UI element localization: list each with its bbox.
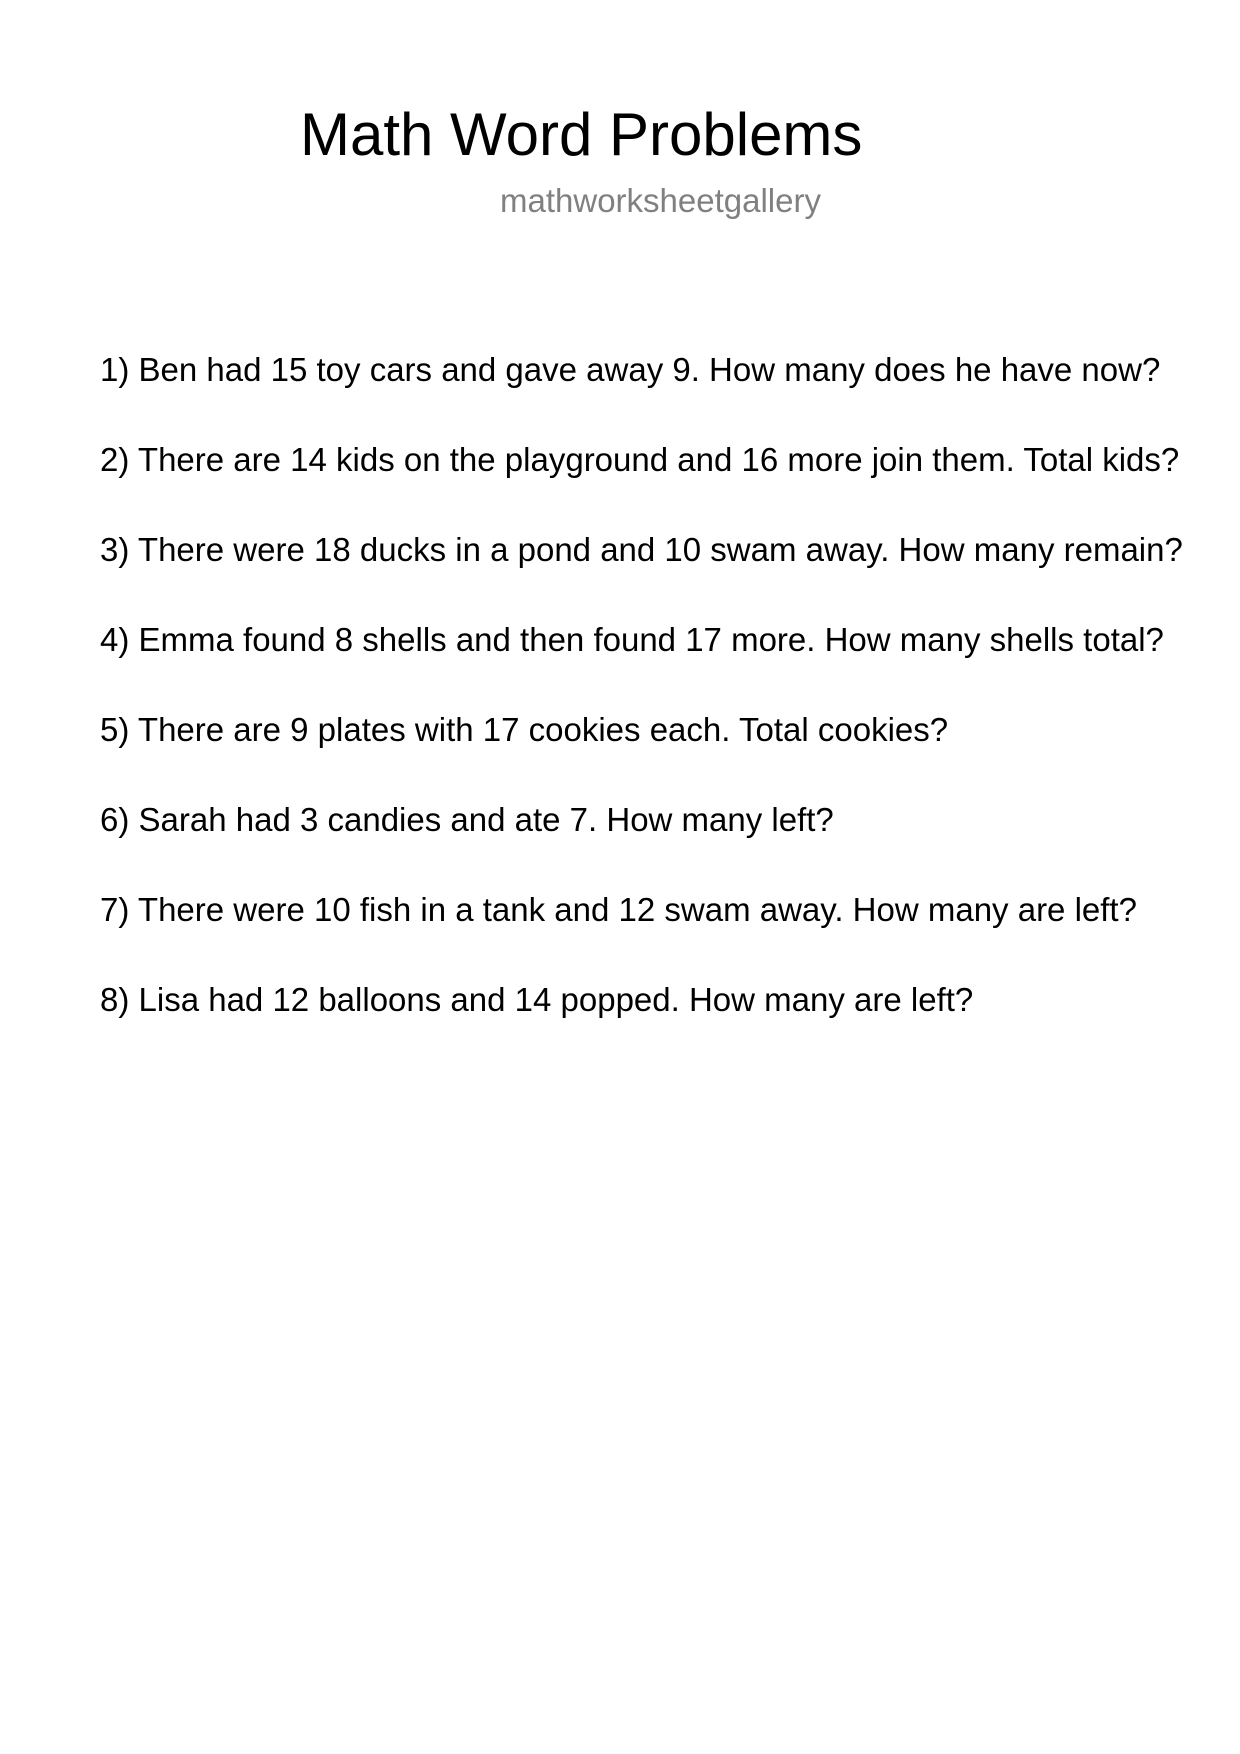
page-title: Math Word Problems xyxy=(300,101,863,168)
problem-item-8: 8) Lisa had 12 balloons and 14 popped. How many are left? xyxy=(100,981,974,1018)
problem-item-7: 7) There were 10 fish in a tank and 12 swam away. How many are left? xyxy=(100,891,1137,928)
problem-item-1: 1) Ben had 15 toy cars and gave away 9. How many does he have now? xyxy=(100,351,1161,388)
problem-item-6: 6) Sarah had 3 candies and ate 7. How many left? xyxy=(100,801,834,838)
problem-item-4: 4) Emma found 8 shells and then found 17 more. How many shells total? xyxy=(100,621,1164,658)
problem-item-2: 2) There are 14 kids on the playground and 16 more join them. Total kids? xyxy=(100,441,1180,478)
problem-item-5: 5) There are 9 plates with 17 cookies each. Total cookies? xyxy=(100,711,949,748)
problem-item-3: 3) There were 18 ducks in a pond and 10 swam away. How many remain? xyxy=(100,531,1183,568)
source-label: mathworksheetgallery xyxy=(500,182,821,219)
problem-list xyxy=(100,350,1183,1070)
